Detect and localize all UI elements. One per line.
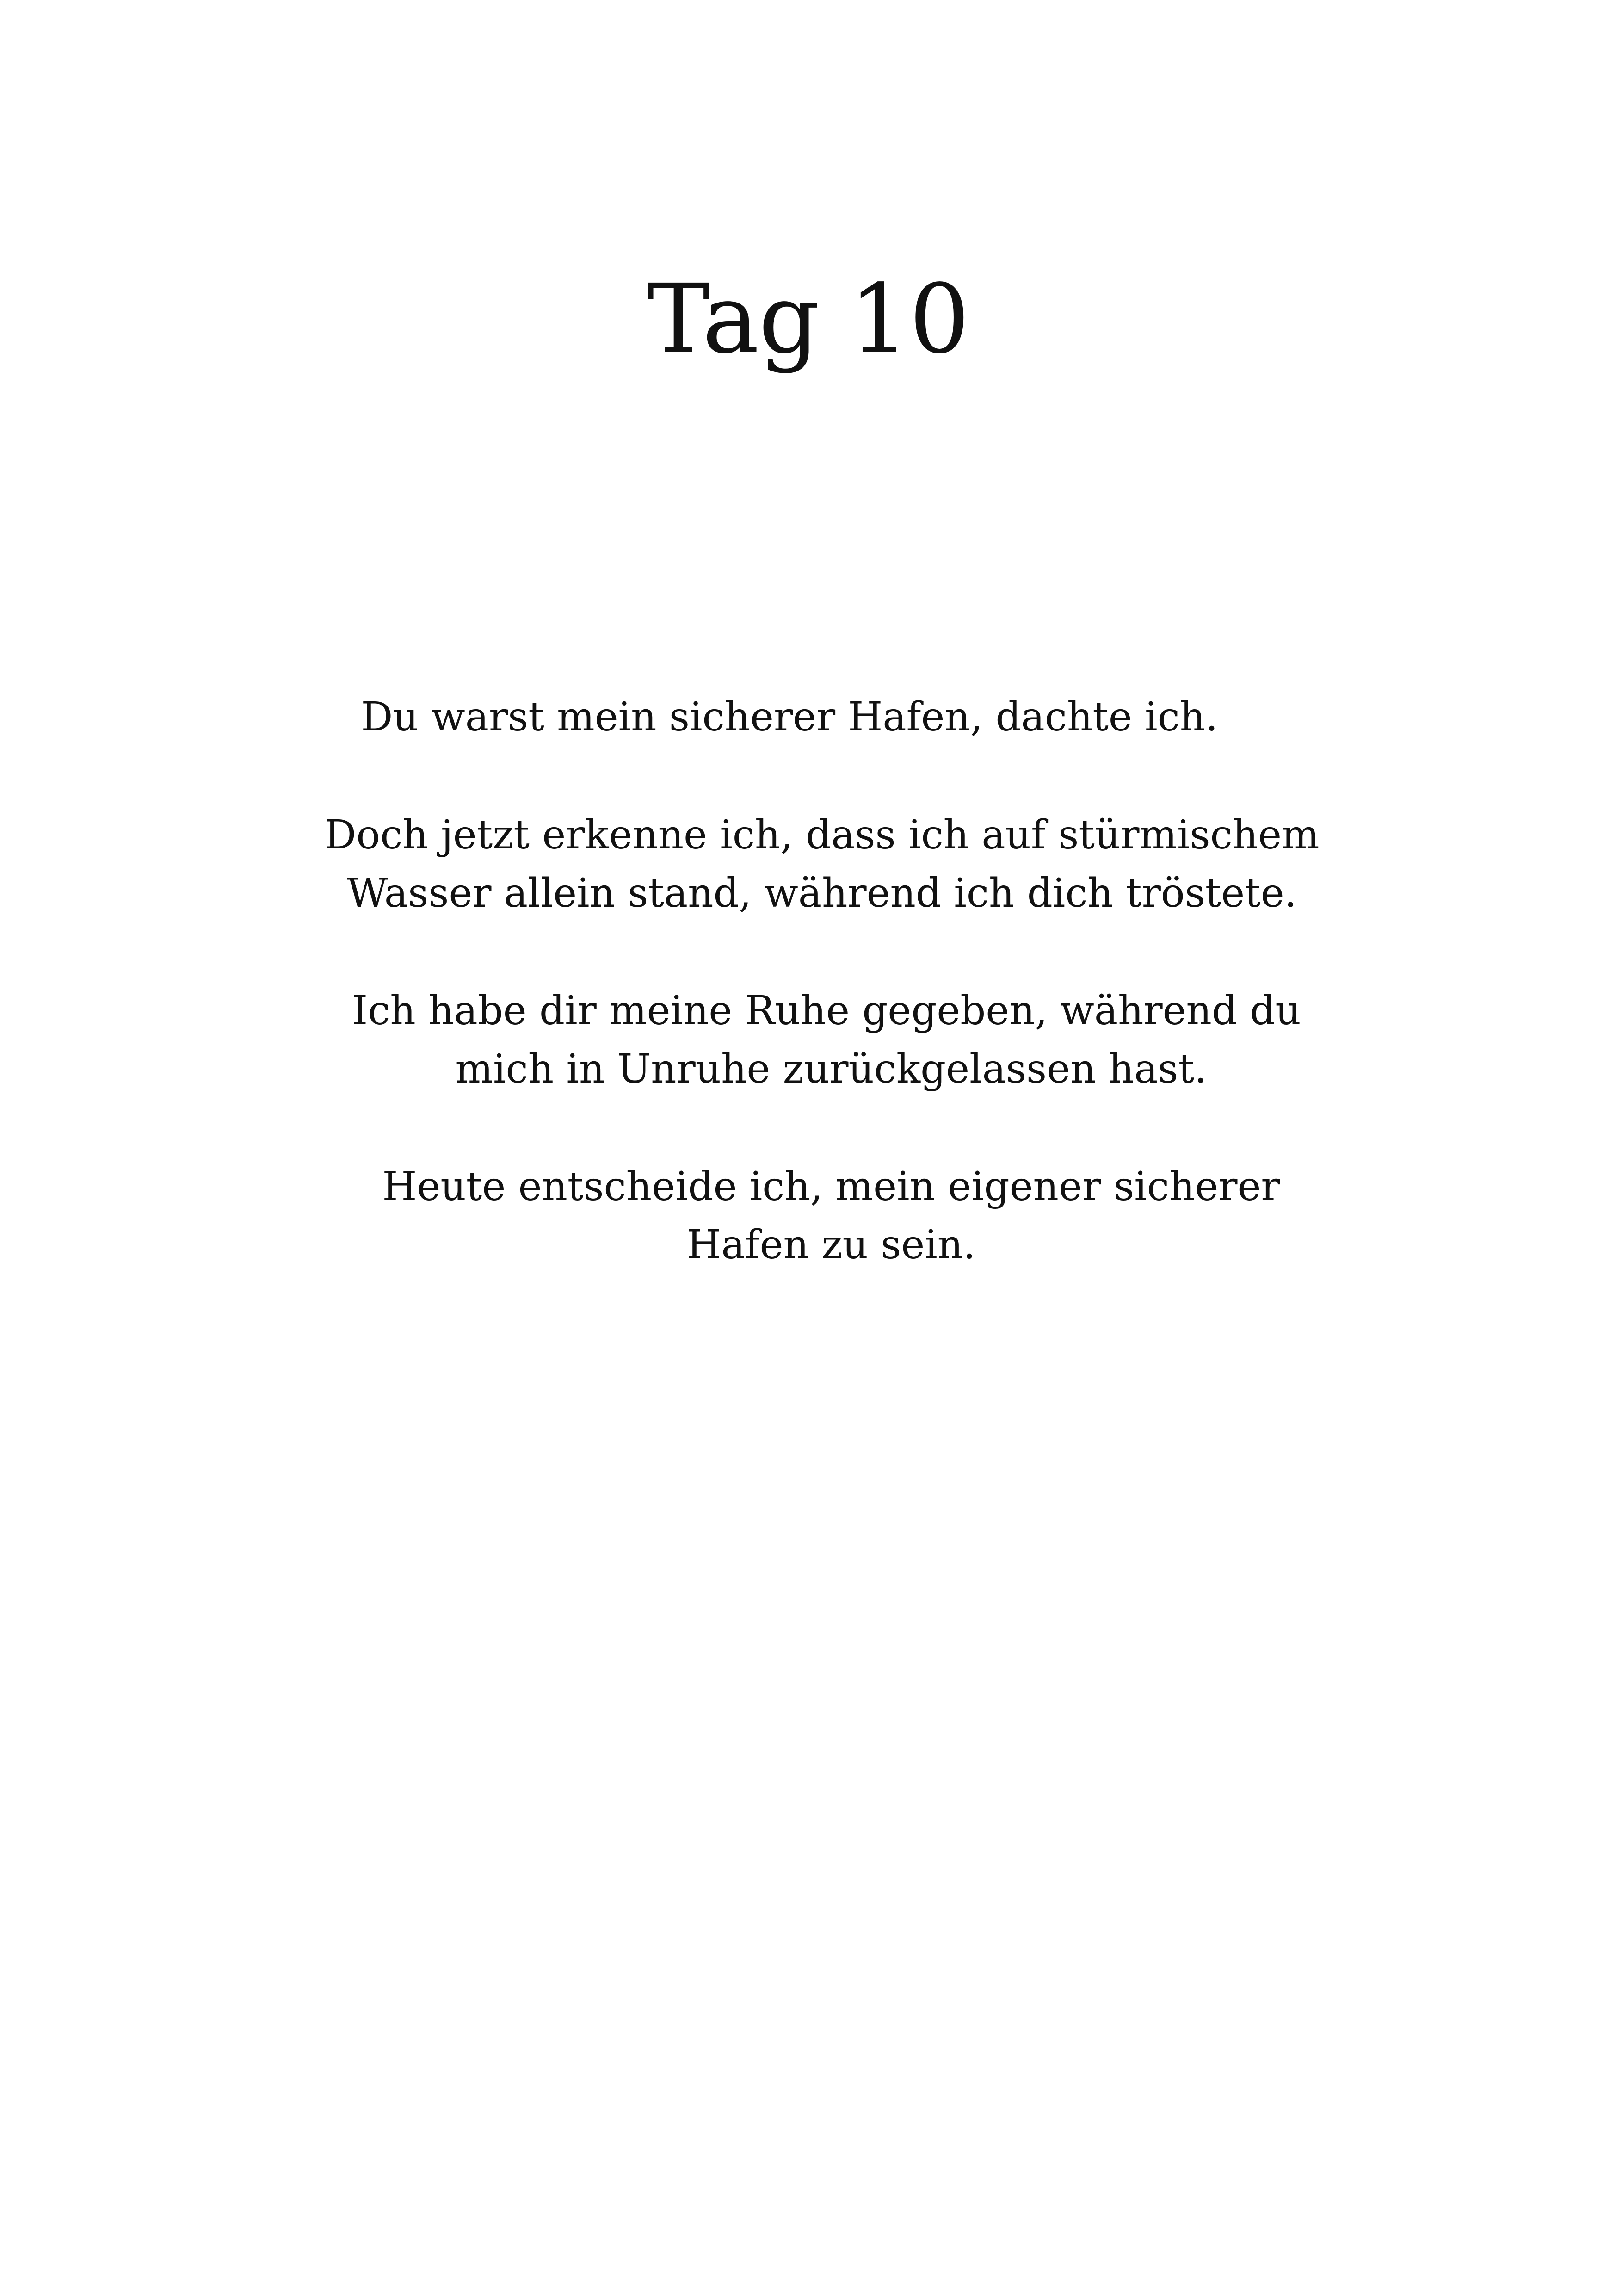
poem-line: Wasser allein stand, während ich dich tröstete. bbox=[346, 870, 1297, 916]
page-title: Tag 10 bbox=[647, 264, 969, 375]
poem-line: Heute entscheide ich, mein eigener sicherer bbox=[382, 1163, 1280, 1210]
poem-line: Du warst mein sicherer Hafen, dachte ich. bbox=[361, 694, 1218, 740]
poem-line: Doch jetzt erkenne ich, dass ich auf stürmischem bbox=[324, 812, 1320, 858]
poem-line: mich in Unruhe zurückgelassen hast. bbox=[455, 1046, 1207, 1092]
poem-line: Ich habe dir meine Ruhe gegeben, während du bbox=[352, 988, 1301, 1034]
poem-line: Hafen zu sein. bbox=[686, 1222, 976, 1268]
